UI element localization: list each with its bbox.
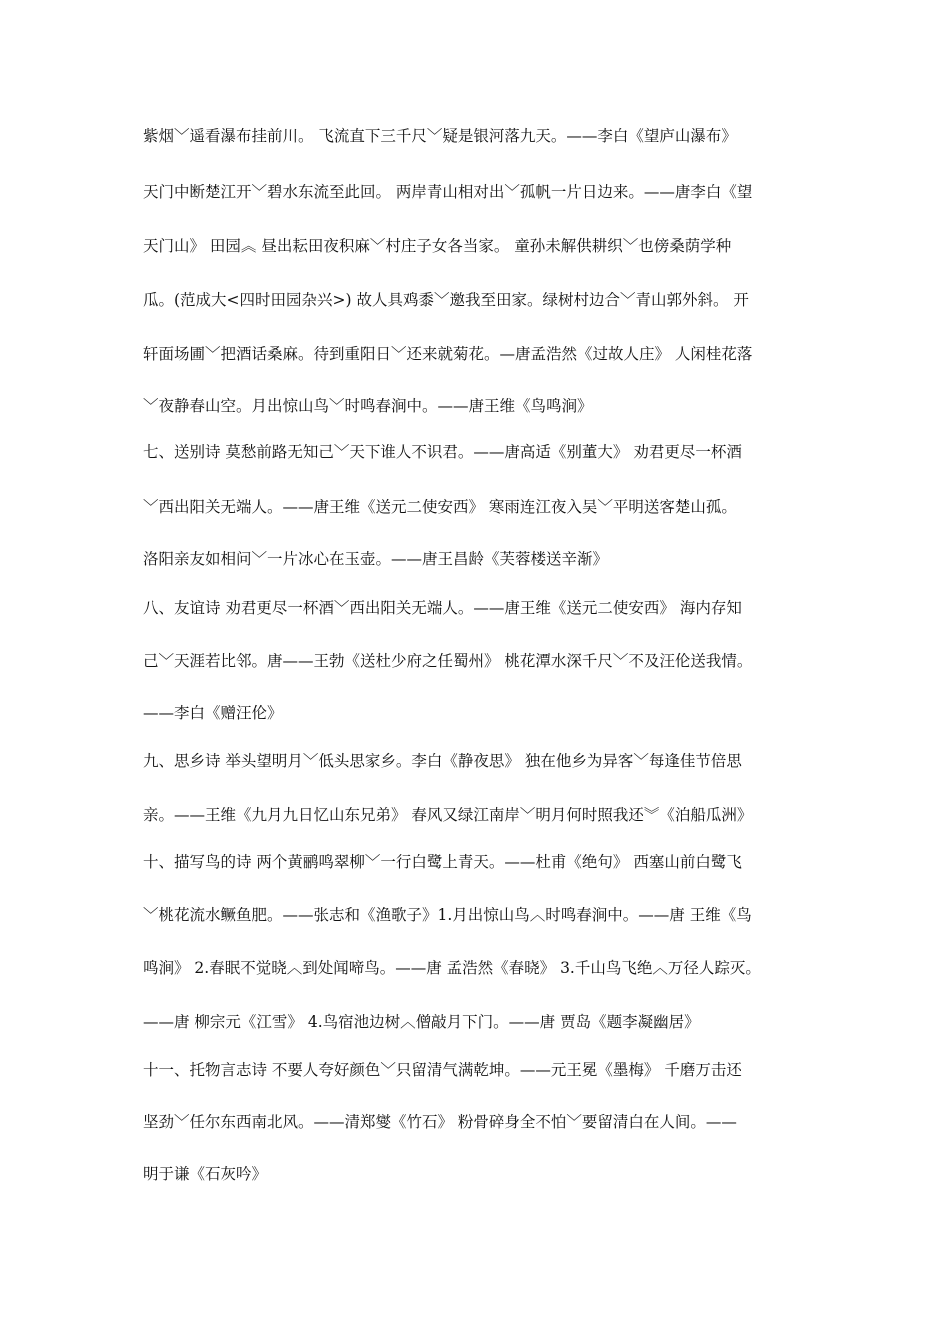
text-line: 亲。——王维《九月九日忆山东兄弟》 春风又绿江南岸﹀明月何时照我还︾《泊船瓜洲》	[143, 806, 753, 824]
text-line: 十、描写鸟的诗 两个黄鹂鸣翠柳﹀一行白鹭上青天。——杜甫《绝句》 西塞山前白鹭飞	[143, 853, 742, 871]
text-line: ﹀西出阳关无端人。——唐王维《送元二使安西》 寒雨连江夜入吴﹀平明送客楚山孤。	[143, 498, 737, 516]
text-line: 九、思乡诗 举头望明月﹀低头思家乡。李白《静夜思》 独在他乡为异客﹀每逢佳节倍思	[143, 752, 742, 770]
text-line: 紫烟﹀遥看瀑布挂前川。 飞流直下三千尺﹀疑是银河落九天。——李白《望庐山瀑布》	[143, 127, 737, 145]
text-line: ﹀夜静春山空。月出惊山鸟﹀时鸣春涧中。——唐王维《鸟鸣涧》	[143, 397, 593, 415]
text-line: 明于谦《石灰吟》	[143, 1165, 268, 1183]
text-line: ——唐 柳宗元《江雪》 4.鸟宿池边树︿僧敲月下门。——唐 贾岛《题李凝幽居》	[143, 1013, 700, 1031]
text-line: 天门中断楚江开﹀碧水东流至此回。 两岸青山相对出﹀孤帆一片日边来。——唐李白《望	[143, 183, 753, 201]
text-line: 鸣涧》 2.春眠不觉晓︿到处闻啼鸟。——唐 孟浩然《春晓》 3.千山鸟飞绝︿万径人踪灭。	[143, 959, 761, 977]
text-line: ——李白《赠汪伦》	[143, 704, 283, 722]
text-line: 天门山》 田园︽ 昼出耘田夜积麻﹀村庄子女各当家。 童孙未解供耕织﹀也傍桑荫学种	[143, 237, 732, 255]
text-line: 坚劲﹀任尔东西南北风。——清郑燮《竹石》 粉骨碎身全不怕﹀要留清白在人间。——	[143, 1113, 737, 1131]
text-line: 七、送别诗 莫愁前路无知己﹀天下谁人不识君。——唐高适《别董大》 劝君更尽一杯酒	[143, 443, 742, 461]
text-line: 八、友谊诗 劝君更尽一杯酒﹀西出阳关无端人。——唐王维《送元二使安西》 海内存知	[143, 599, 742, 617]
text-line: 瓜。(范成大<四时田园杂兴>) 故人具鸡黍﹀邀我至田家。绿树村边合﹀青山郭外斜。 开	[143, 291, 749, 309]
text-line: 十一、托物言志诗 不要人夸好颜色﹀只留清气满乾坤。——元王冕《墨梅》 千磨万击还	[143, 1061, 742, 1079]
text-line: ﹀桃花流水鳜鱼肥。——张志和《渔歌子》1.月出惊山鸟︿时鸣春涧中。——唐 王维《鸟	[143, 906, 752, 924]
text-line: 洛阳亲友如相问﹀一片冰心在玉壶。——唐王昌龄《芙蓉楼送辛渐》	[143, 550, 609, 568]
text-line: 己﹀天涯若比邻。唐——王勃《送杜少府之任蜀州》 桃花潭水深千尺﹀不及汪伦送我情。	[143, 652, 753, 670]
text-line: 轩面场圃﹀把酒话桑麻。待到重阳日﹀还来就菊花。—唐孟浩然《过故人庄》 人闲桂花落	[143, 345, 753, 363]
